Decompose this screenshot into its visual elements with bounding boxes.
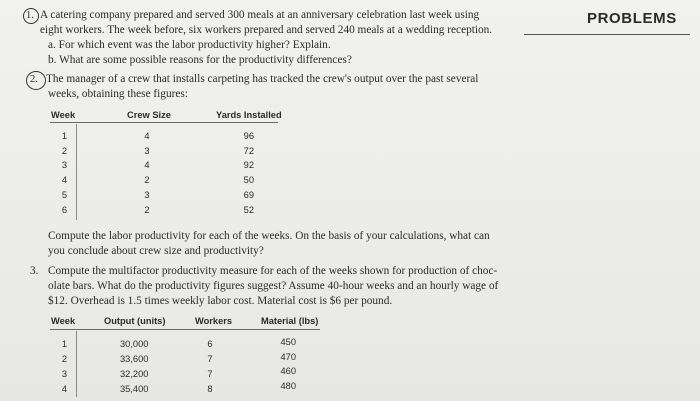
table2-cell: 30,000 — [120, 339, 149, 349]
table2-left-border — [76, 331, 77, 397]
problem-2-line-2: weeks, obtaining these figures: — [48, 88, 188, 100]
table1-cell: 96 — [243, 131, 254, 141]
problem-1-line-2: eight workers. The week before, six workers prepared and served 240 meals at a wedding reception. — [40, 24, 493, 36]
table1-left-border — [76, 124, 77, 220]
table1-cell: 2 — [61, 146, 67, 156]
problem-1-line-1: A catering company prepared and served 300 meals at an anniversary celebration last week using — [40, 9, 480, 21]
table2-cell: 460 — [280, 366, 296, 376]
table1-cell: 5 — [61, 190, 67, 200]
problem-3-line-3: $12. Overhead is 1.5 times weekly labor cost. Material cost is $6 per pound. — [48, 295, 393, 307]
table1-header-week: Week — [51, 110, 76, 120]
table1-cell: 2 — [144, 205, 150, 215]
table1-header-rule — [50, 122, 278, 123]
table1-cell: 4 — [144, 131, 150, 141]
table1-cell: 72 — [243, 146, 254, 156]
table2-cell: 32,200 — [120, 369, 149, 379]
heading-rule — [524, 34, 690, 35]
table1-cell: 3 — [144, 190, 150, 200]
table2-cell: 450 — [280, 337, 296, 347]
problem-3-line-2: olate bars. What do the productivity figures suggest? Assume 40-hour weeks and an hourly wage of — [48, 280, 499, 292]
table1-cell: 4 — [144, 160, 150, 170]
problem-1-number: 1. — [26, 10, 34, 21]
section-heading: PROBLEMS — [587, 10, 677, 27]
table2-cell: 3 — [61, 369, 67, 379]
table1-header-crew-size: Crew Size — [127, 110, 171, 120]
table2-cell: 470 — [280, 352, 296, 362]
problem-3-line-1: Compute the multifactor productivity measure for each of the weeks shown for production of choc- — [48, 265, 498, 277]
table2-cell: 35,400 — [120, 384, 149, 394]
problem-2-line-1: The manager of a crew that installs carpeting has tracked the crew's output over the past several — [46, 73, 479, 85]
table1-cell: 92 — [243, 160, 254, 170]
problem-2-after-line-1: Compute the labor productivity for each of the weeks. On the basis of your calculations, what can — [48, 230, 490, 242]
table2-header-output: Output (units) — [104, 316, 166, 326]
table1-cell: 4 — [61, 175, 67, 185]
problem-3-number: 3. — [30, 265, 39, 277]
table1-cell: 2 — [144, 175, 150, 185]
table2-header-rule — [50, 329, 320, 330]
table1-header-yards: Yards Installed — [216, 110, 282, 120]
table1-cell: 6 — [61, 205, 67, 215]
table2-cell: 1 — [61, 339, 67, 349]
table2-cell: 7 — [207, 354, 213, 364]
problem-2-after-line-2: you conclude about crew size and productivity? — [48, 245, 264, 257]
table1-cell: 69 — [243, 190, 254, 200]
table1-cell: 50 — [243, 175, 254, 185]
table1-cell: 3 — [144, 146, 150, 156]
table2-cell: 4 — [61, 384, 67, 394]
table2-cell: 8 — [207, 384, 213, 394]
problem-2-number: 2. — [30, 74, 38, 85]
table1-cell: 1 — [61, 131, 67, 141]
table2-header-workers: Workers — [195, 316, 233, 326]
table2-header-week: Week — [51, 316, 76, 326]
problem-1a: a. For which event was the labor productivity higher? Explain. — [48, 39, 331, 51]
table2-cell: 6 — [207, 339, 213, 349]
table2-cell: 480 — [280, 381, 296, 391]
table2-cell: 2 — [61, 354, 67, 364]
table2-header-material: Material (lbs) — [261, 316, 319, 326]
table2-cell: 7 — [207, 369, 213, 379]
table1-cell: 3 — [61, 160, 67, 170]
table2-cell: 33,600 — [120, 354, 149, 364]
table1-cell: 52 — [243, 205, 254, 215]
problem-1b: b. What are some possible reasons for the productivity differences? — [48, 54, 352, 66]
